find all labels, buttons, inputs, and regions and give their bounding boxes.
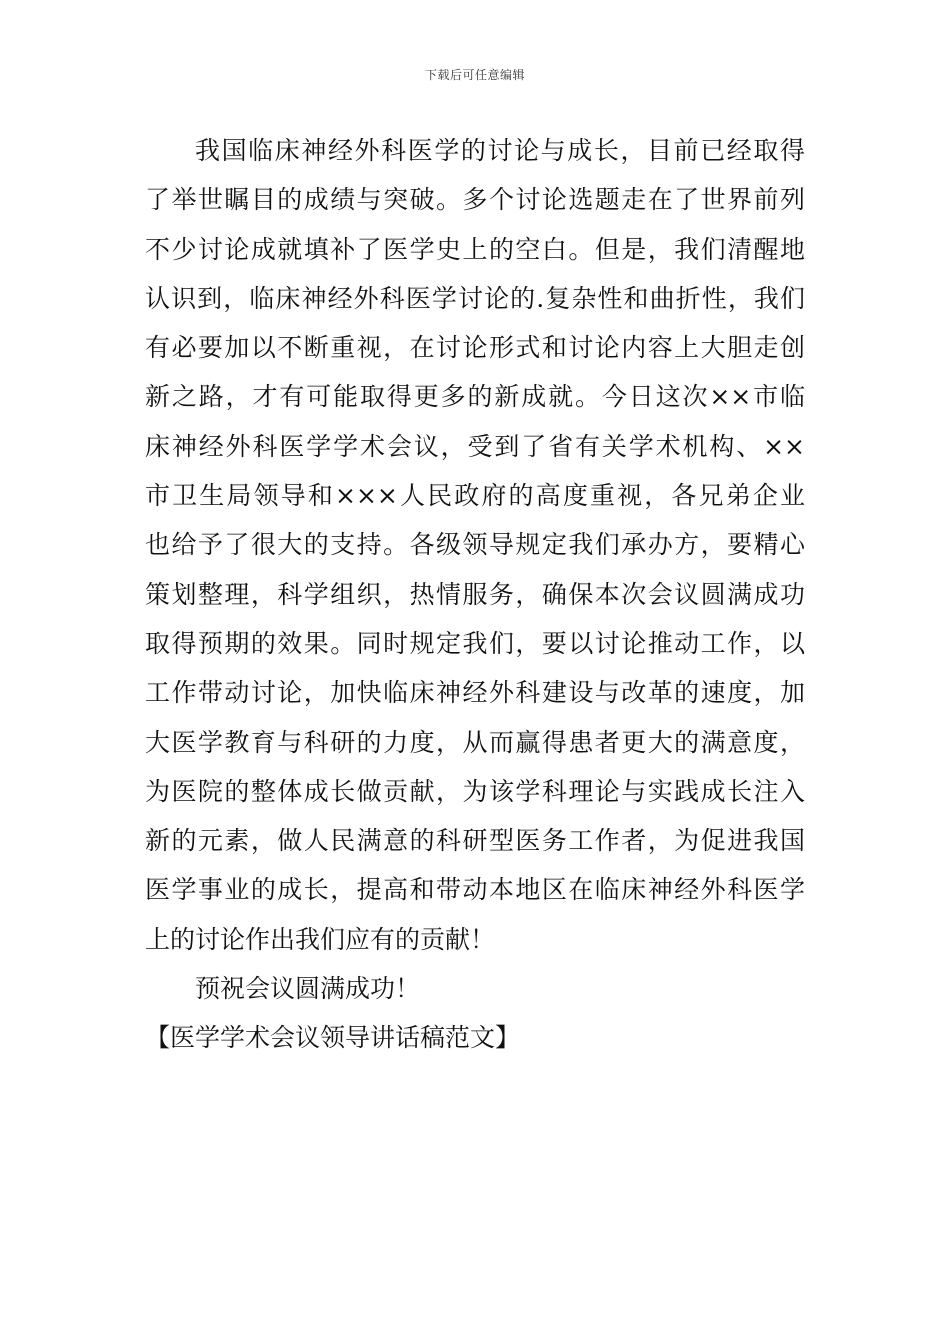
paragraph-line: 新之路，才有可能取得更多的新成就。今日这次××市临 bbox=[145, 382, 805, 412]
paragraph-line: 工作带动讨论，加快临床神经外科建设与改革的速度，加 bbox=[145, 678, 805, 708]
paragraph-line: 不少讨论成就填补了医学史上的空白。但是，我们清醒地 bbox=[145, 234, 805, 264]
paragraph-line: 也给予了很大的支持。各级领导规定我们承办方，要精心 bbox=[145, 530, 805, 560]
paragraph-line: 有必要加以不断重视，在讨论形式和讨论内容上大胆走创 bbox=[145, 333, 805, 363]
paragraph-line: 为医院的整体成长做贡献，为该学科理论与实践成长注入 bbox=[145, 776, 805, 806]
paragraph-line: 我国临床神经外科医学的讨论与成长，目前已经取得 bbox=[195, 136, 805, 165]
paragraph-line: 新的元素，做人民满意的科研型医务工作者，为促进我国 bbox=[145, 826, 805, 856]
paragraph-line: 策划整理，科学组织，热情服务，确保本次会议圆满成功 bbox=[145, 579, 805, 609]
paragraph-line: 了举世瞩目的成绩与突破。多个讨论选题走在了世界前列 bbox=[145, 185, 805, 215]
paragraph-line: 大医学教育与科研的力度，从而赢得患者更大的满意度， bbox=[145, 727, 805, 757]
paragraph-line: 认识到，临床神经外科医学讨论的.复杂性和曲折性，我们 bbox=[145, 283, 805, 313]
next-section-title: 【医学学术会议领导讲话稿范文】 bbox=[145, 1023, 521, 1053]
speech-body bbox=[145, 126, 805, 1063]
paragraph-line: 上的讨论作出我们应有的贡献！ bbox=[145, 924, 496, 954]
paragraph-line: 取得预期的效果。同时规定我们，要以讨论推动工作，以 bbox=[145, 628, 805, 658]
paragraph-line: 医学事业的成长，提高和带动本地区在临床神经外科医学 bbox=[145, 875, 805, 905]
closing-line: 预祝会议圆满成功！ bbox=[195, 974, 421, 1004]
paragraph-line: 床神经外科医学学术会议，受到了省有关学术机构、×× bbox=[145, 431, 805, 461]
header-note: 下载后可任意编辑 bbox=[424, 68, 525, 82]
paragraph-line: 市卫生局领导和×××人民政府的高度重视，各兄弟企业 bbox=[145, 481, 805, 511]
